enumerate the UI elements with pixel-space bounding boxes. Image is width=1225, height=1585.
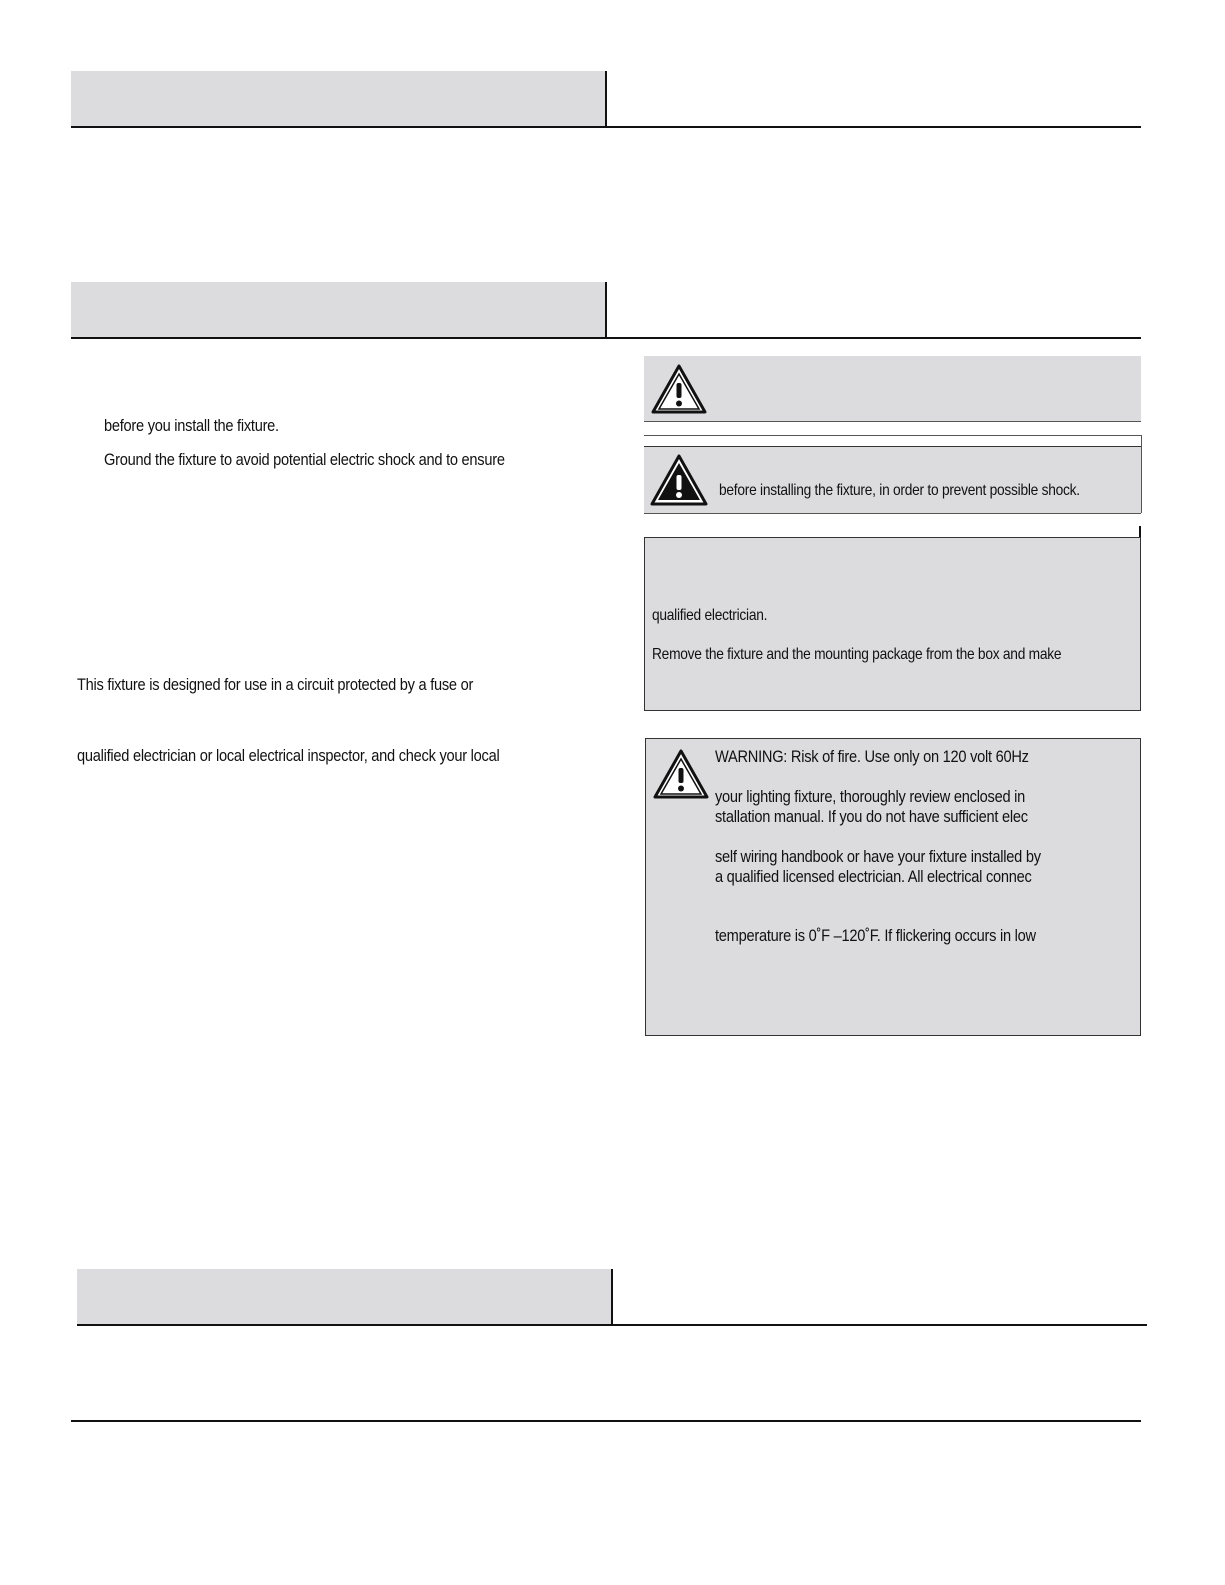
section-header-1-divider — [605, 71, 607, 128]
caution-panel — [644, 356, 1141, 422]
section-header-3 — [77, 1269, 612, 1325]
left-text-line-1: before you install the fixture. — [104, 416, 279, 435]
section-header-3-rule — [77, 1324, 1147, 1326]
fire-warning-line-1: WARNING: Risk of fire. Use only on 120 volt 60Hz — [715, 747, 1029, 766]
fire-warning-line-5: a qualified licensed electrician. All electrical connec — [715, 867, 1032, 886]
section-header-2-divider — [605, 282, 607, 339]
left-text-line-3: This fixture is designed for use in a circuit protected by a fuse or — [77, 675, 474, 694]
section-header-1-rule — [71, 126, 1141, 128]
fire-warning-panel — [645, 738, 1141, 1036]
left-text-line-2: Ground the fixture to avoid potential electric shock and to ensure — [104, 450, 505, 469]
footer-rule — [71, 1420, 1141, 1422]
section-header-2-rule — [71, 337, 1141, 339]
prep-panel-line-2: Remove the fixture and the mounting package from the box and make — [652, 646, 1062, 663]
section-header-3-divider — [611, 1269, 613, 1326]
fire-warning-line-6: temperature is 0˚F –120˚F. If flickering occurs in low — [715, 926, 1036, 945]
shock-panel-text: before installing the fixture, in order to prevent possible shock. — [719, 482, 1080, 499]
shock-panel — [644, 446, 1141, 514]
warning-triangle-icon — [652, 748, 710, 800]
fire-warning-line-2: your lighting fixture, thoroughly review enclosed in — [715, 787, 1026, 806]
section-header-1 — [71, 71, 606, 127]
fire-warning-line-4: self wiring handbook or have your fixture installed by — [715, 847, 1041, 866]
warning-triangle-icon — [650, 363, 708, 415]
section-header-2 — [71, 282, 606, 338]
fire-warning-line-3: stallation manual. If you do not have sufficient elec — [715, 807, 1028, 826]
warning-triangle-icon — [649, 453, 709, 507]
prep-panel-line-1: qualified electrician. — [652, 607, 768, 624]
prep-panel — [644, 537, 1141, 711]
left-text-line-4: qualified electrician or local electrical inspector, and check your local — [77, 746, 500, 765]
